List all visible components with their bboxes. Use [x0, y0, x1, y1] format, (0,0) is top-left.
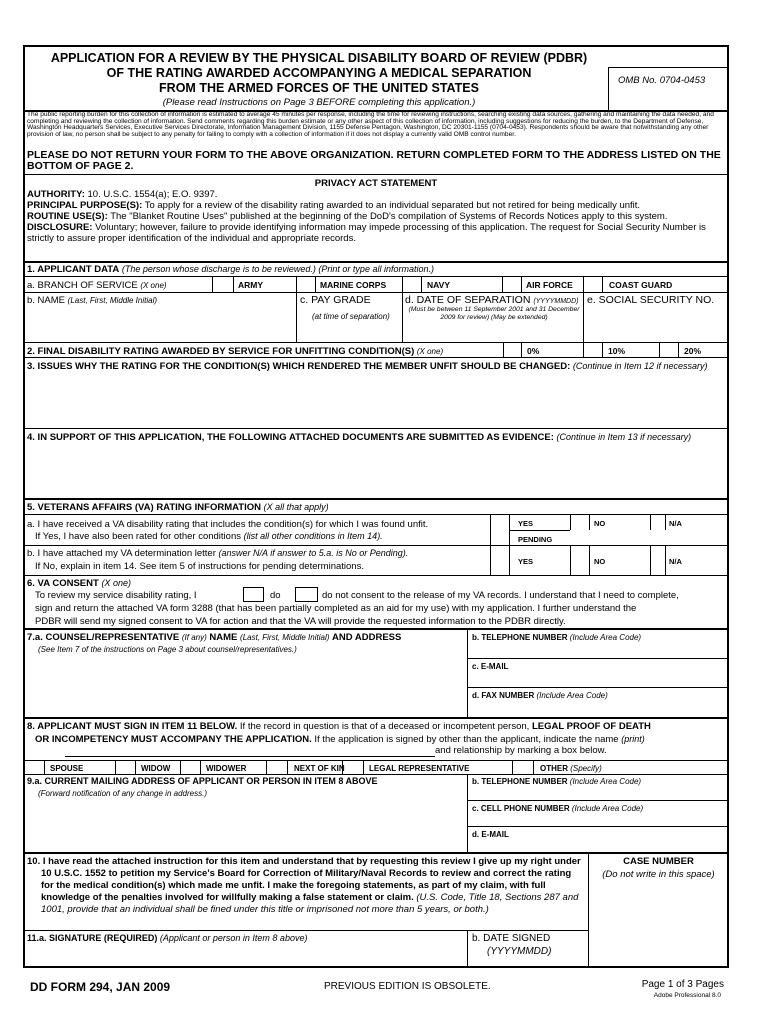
checkbox-consent-do[interactable] [243, 587, 264, 602]
divider [23, 514, 729, 515]
divider [467, 658, 729, 659]
date-separation-label[interactable]: d. DATE OF SEPARATION (YYYYMMDD) [405, 294, 579, 306]
divider [23, 342, 729, 343]
disclosure-text: Voluntary; however, failure to provide identifying information may impede processing of this application. The request for Social Security Number is strictly to assure proper identification of the individual and appropriate records. [27, 222, 706, 244]
checkbox-air-force[interactable] [502, 276, 522, 292]
s1-title: 1. APPLICANT DATA [27, 264, 120, 275]
disclosure-label: DISCLOSURE: [27, 222, 93, 233]
date-signed-field[interactable]: b. DATE SIGNED [472, 933, 551, 944]
checkbox-widow[interactable] [115, 760, 136, 774]
checkbox-rating-20[interactable] [659, 342, 679, 357]
s10-statement: 10. I have read the attached instruction for this item and understand that by requesting this review I give up my right under 10 U.S.C. 1552 to petition my Service's Board for Correction of Military/Naval Records to review and correct the rating for the medical condition(s) which made me unfit. I make the foregoing statements, as part of my claim, with full knowledge of the penalties involved for willfully making a false statement or claim. (U.S. Code, Title 18, Sections 287 and 1001, provide that an individual shall be fined under this title or imprisoned not more than 5 years, or both.) [27, 856, 581, 915]
rel-legal-representative: LEGAL REPRESENTATIVE [369, 764, 470, 773]
divider [23, 174, 729, 175]
divider [23, 545, 729, 546]
s5b-line1: b. I have attached my VA determination letter (answer N/A if answer to 5.a. is No or Pending). [27, 548, 409, 559]
checkbox-rating-10[interactable] [583, 342, 603, 357]
s9-cell-field[interactable]: c. CELL PHONE NUMBER (Include Area Code) [472, 804, 644, 813]
software-note: Adobe Professional 8.0 [653, 992, 721, 999]
s7-note: (See Item 7 of the instructions on Page 3 about counsel/representatives.) [38, 645, 297, 654]
divider [467, 930, 468, 968]
s5b-line2: If No, explain in item 14. See item 5 of instructions for pending determinations. [35, 561, 364, 572]
s5b-na: N/A [669, 557, 682, 566]
form-title-line-1: APPLICATION FOR A REVIEW BY THE PHYSICAL DISABILITY BOARD OF REVIEW (PDBR) [50, 51, 588, 65]
rating-0: 0% [527, 346, 540, 356]
s5b-no: NO [594, 557, 606, 566]
s7-phone-field[interactable]: b. TELEPHONE NUMBER (Include Area Code) [472, 633, 642, 642]
form-number: DD FORM 294, JAN 2009 [30, 980, 171, 994]
divider [23, 261, 729, 263]
s7-email-field[interactable]: c. E-MAIL [472, 662, 509, 671]
s1-header [27, 264, 434, 275]
pay-grade-label[interactable]: c. PAY GRADE [300, 294, 371, 306]
divider [23, 428, 729, 429]
divider [467, 628, 468, 717]
return-warning: PLEASE DO NOT RETURN YOUR FORM TO THE ABOVE ORGANIZATION. RETURN COMPLETED FORM TO THE ADDRESS LISTED ON THE BOTTOM OF PAGE 2. [27, 149, 721, 172]
rating-10: 10% [608, 346, 626, 356]
s1-note: (The person whose discharge is to be reviewed.) (Print or type all information.) [121, 264, 434, 274]
obsolete-notice: PREVIOUS EDITION IS OBSOLETE. [324, 981, 491, 992]
rel-other: OTHER (Specify) [540, 764, 602, 773]
checkbox-coast-guard[interactable] [583, 276, 603, 292]
omb-number: OMB No. 0704-0453 [618, 75, 706, 86]
s5a-na: N/A [669, 519, 682, 528]
checkbox-other[interactable] [512, 760, 534, 774]
divider [23, 628, 729, 630]
routine-text: The "Blanket Routine Uses" published at the beginning of the DoD's compilation of Systems of Records Notices apply to this system. [110, 211, 668, 222]
rating-20: 20% [684, 346, 702, 356]
s5a-pending: PENDING [518, 535, 553, 544]
divider [23, 930, 588, 931]
s6-line1b: do not consent to the release of my VA records. I understand that I need to complete, [322, 590, 679, 601]
divider [467, 687, 729, 688]
branch-marine-corps: MARINE CORPS [320, 280, 387, 290]
s5a-yes: YES [518, 519, 534, 528]
divider [23, 774, 729, 775]
routine-label: ROUTINE USE(S): [27, 211, 108, 222]
pay-grade-note: (at time of separation) [312, 312, 390, 321]
checkbox-marine-corps[interactable] [296, 276, 316, 292]
omb-divider [608, 67, 609, 110]
branch-coast-guard: COAST GUARD [609, 280, 673, 290]
form-subtitle: (Please read Instructions on Page 3 BEFORE completing this application.) [162, 97, 476, 108]
case-number-note: (Do not write in this space) [602, 869, 715, 880]
print-name-line[interactable] [65, 756, 435, 757]
checkbox-5a-yes-pending[interactable] [490, 514, 510, 545]
checkbox-consent-do-not[interactable] [295, 587, 318, 602]
authority-text: 10. U.S.C. 1554(a); E.O. 9397. [87, 189, 218, 200]
divider [402, 292, 403, 342]
checkbox-5a-na[interactable] [650, 514, 666, 530]
checkbox-5a-no[interactable] [570, 514, 590, 530]
date-signed-format: (YYYYMMDD) [487, 946, 552, 957]
divider [583, 292, 584, 342]
branch-army: ARMY [238, 280, 264, 290]
s2-title: 2. FINAL DISABILITY RATING AWARDED BY SERVICE FOR UNFITTING CONDITION(S) (X one) [27, 346, 444, 357]
burden-statement: The public reporting burden for this collection of information is estimated to average 45 minutes per response, including the time for reviewing instructions, searching existing data sources, gathering and maintaining the data needed, and completing and reviewing the collection of information. Send comments regarding this burden estimate or any other aspect of this collection of information, including suggestions for reducing the burden, to the Department of Defense, Washington Headquarters Services, Executive Services Directorate, Information Management Division, 1155 Defense Pentagon, Washington, DC 20301-1155 (0704-0453). Respondents should be aware that notwithstanding any other provision of law, no person shall be subject to any penalty for failing to comply with a collection of information if it does not display a currently valid OMB control number. [27, 111, 714, 138]
form-title-line-3: FROM THE ARMED FORCES OF THE UNITED STATES [159, 81, 479, 95]
s9-note: (Forward notification of any change in address.) [38, 789, 207, 798]
divider [296, 292, 297, 342]
branch-air-force: AIR FORCE [526, 280, 573, 290]
checkbox-5b-no[interactable] [570, 545, 590, 575]
privacy-act-title: PRIVACY ACT STATEMENT [314, 178, 438, 189]
s7-counsel-field[interactable]: 7.a. COUNSEL/REPRESENTATIVE (If any) NAME (Last, First, Middle Initial) AND ADDRESS [27, 632, 402, 643]
s7-fax-field[interactable]: d. FAX NUMBER (Include Area Code) [472, 691, 608, 700]
s5-title: 5. VETERANS AFFAIRS (VA) RATING INFORMATION (X all that apply) [27, 502, 329, 513]
privacy-act-body [27, 189, 725, 244]
divider [23, 357, 729, 358]
omb-divider [608, 67, 729, 68]
branch-navy: NAVY [427, 280, 450, 290]
s5b-yes: YES [518, 557, 534, 566]
s4-evidence-field[interactable]: 4. IN SUPPORT OF THIS APPLICATION, THE FOLLOWING ATTACHED DOCUMENTS ARE SUBMITTED AS EVIDENCE: (Continue in Item 13 if necessary) [27, 432, 692, 443]
divider [23, 852, 729, 854]
rel-widow: WIDOW [141, 764, 171, 773]
checkbox-legal-representative[interactable] [342, 760, 364, 774]
divider [467, 774, 468, 852]
purpose-text: To apply for a review of the disability rating awarded to an individual separated but not retired for being medically unfit. [144, 200, 641, 211]
rel-widower: WIDOWER [206, 764, 247, 773]
s6-title: 6. VA CONSENT (X one) [27, 578, 131, 589]
s6-line1a: To review my service disability rating, I [35, 590, 197, 601]
name-label[interactable]: b. NAME (Last, First, Middle Initial) [27, 295, 158, 306]
checkbox-spouse[interactable] [23, 760, 45, 774]
rel-spouse: SPOUSE [50, 764, 84, 773]
divider [23, 276, 729, 277]
checkbox-army[interactable] [212, 276, 234, 292]
form-title-line-2: OF THE RATING AWARDED ACCOMPANYING A MEDICAL SEPARATION [106, 66, 532, 80]
checkbox-widower[interactable] [180, 760, 201, 774]
authority-label: AUTHORITY: [27, 189, 85, 200]
s5a-line2: If Yes, I have also been rated for other conditions (list all other conditions in Item 14). [35, 531, 383, 542]
s8-relationship-text: and relationship by marking a box below. [435, 745, 607, 756]
s3-issues-field[interactable]: 3. ISSUES WHY THE RATING FOR THE CONDITION(S) WHICH RENDERED THE MEMBER UNFIT SHOULD BE CHANGED: (Continue in Item 12 if necessary) [27, 361, 708, 372]
signature-field[interactable]: 11.a. SIGNATURE (REQUIRED) (Applicant or person in Item 8 above) [27, 933, 308, 943]
checkbox-next-of-kin[interactable] [266, 760, 288, 774]
divider [23, 292, 729, 293]
s5a-no: NO [594, 519, 606, 528]
s6-line3: PDBR will send my signed consent to VA for action and that the VA will provide the requested information to the PDBR directly. [35, 616, 566, 627]
s8-text: 8. APPLICANT MUST SIGN IN ITEM 11 BELOW. If the record in question is that of a deceased or incompetent person, LEGAL PROOF OF DEATH OR INCOMPETENCY MUST ACCOMPANY THE APPLICATION. If the application is signed by other than the applicant, indicate the name (print) [27, 721, 651, 745]
checkbox-5b-yes[interactable] [490, 545, 510, 575]
divider [467, 800, 729, 801]
s9-email-field[interactable]: d. E-MAIL [472, 830, 509, 839]
case-number-label: CASE NUMBER [623, 856, 694, 867]
s6-do: do [270, 590, 281, 601]
divider [23, 575, 729, 576]
checkbox-navy[interactable] [402, 276, 422, 292]
divider [510, 530, 570, 531]
s5a-line1: a. I have received a VA disability rating that includes the condition(s) for which I was found unfit. [27, 519, 429, 530]
rel-next-of-kin: NEXT OF KIN [294, 764, 345, 773]
checkbox-5b-na[interactable] [650, 545, 666, 575]
ssn-label[interactable]: e. SOCIAL SECURITY NO. [587, 294, 715, 306]
s6-line2: sign and return the attached VA form 3288 (that has been partially completed as an aid for my use) with my application. I further understand the [35, 603, 637, 614]
s9-phone-field[interactable]: b. TELEPHONE NUMBER (Include Area Code) [472, 777, 642, 786]
checkbox-rating-0[interactable] [503, 342, 522, 357]
divider [23, 717, 729, 719]
branch-label: a. BRANCH OF SERVICE (X one) [27, 280, 167, 291]
s9-address-field[interactable]: 9.a. CURRENT MAILING ADDRESS OF APPLICANT OR PERSON IN ITEM 8 ABOVE [27, 776, 378, 786]
divider [467, 826, 729, 827]
divider [23, 498, 729, 500]
date-separation-note: (Must be between 11 September 2001 and 31 December 2009 for review) (May be extended) [408, 306, 580, 321]
page-number: Page 1 of 3 Pages [641, 979, 724, 990]
purpose-label: PRINCIPAL PURPOSE(S): [27, 200, 143, 211]
